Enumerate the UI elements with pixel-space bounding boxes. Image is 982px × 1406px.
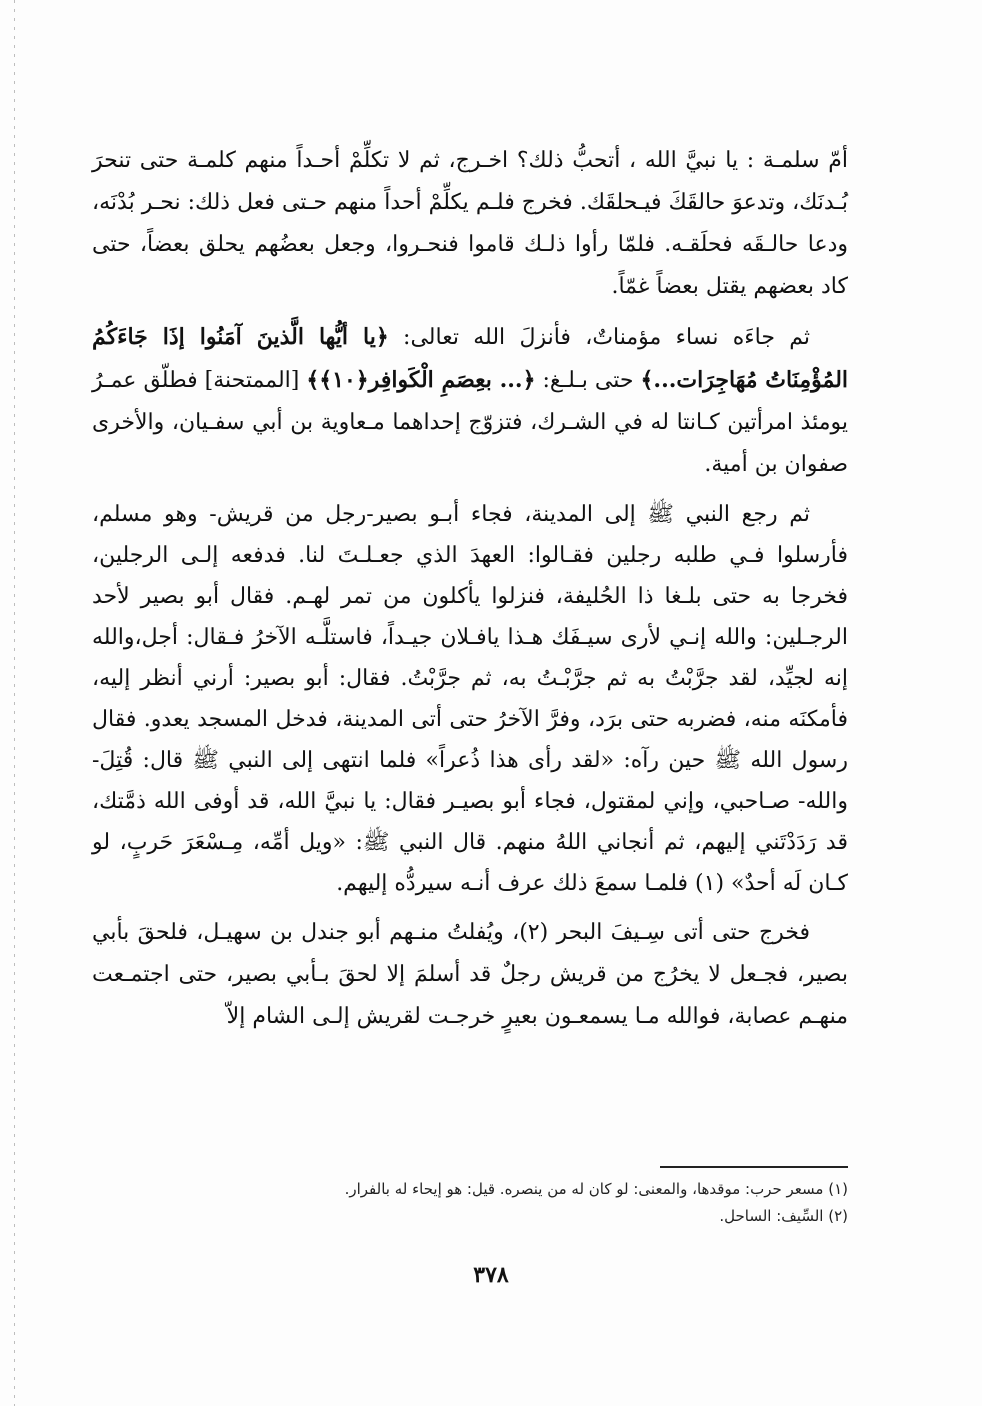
footnote-separator (660, 1166, 848, 1168)
footnote: (٢) السِّيف: الساحل. (719, 1207, 848, 1225)
scan-edge-line (14, 0, 15, 1406)
paragraph: ثم رجع النبي ﷺ إلى المدينة، فجاء أبـو بصير-رجل من قريش- وهو مسلم، فأرسلوا فـي طلبه رجلين فقـالوا: العهدَ الذي جعـلـتَ لنا. فدفعه إلـى الرجلين، فخرجا به حتى بلـغا ذا الحُليفة، فنزلوا يأكلون من تمر لهـم. فقال أبو بصير لأحد الرجـلين: والله إنـي لأرى سيـفَك هـذا يافـلان جيـداً، فاستلَّـه الآخرُ فـقال: أجل،والله إنه لجيِّد، لقد جرَّبْتُ به ثم جرَّبْـتُ به، ثم جرَّبْتُ. فقال: أبو بصير: أرني أنظر إليه، فأمكنَه منه، فضربه حتى برَد، وفرَّ الآخرُ حتى أتى المدينة، فدخل المسجد يعدو. فقال رسول الله ﷺ حين رآه: «لقد رأى هذا ذُعراً» فلما انتهى إلى النبي ﷺ قال: قُتِلَ-والله- صـاحبي، وإني لمقتول، فجاء أبو بصيـر فقال: يا نبيَّ الله، قد أوفى الله ذمَّتك، قد رَدَدْتَني إليهم، ثم أنجاني اللهُ منهم. قال النبي ﷺ: «ويل أمِّه، مِـسْعَرَ حَربٍ، لو كـان لَه أحدٌ» (١) فلمـا سمعَ ذلك عرف أنـه سيردُّه إليهم. (92, 502, 848, 896)
footnote: (١) مسعر حرب: موقدها، والمعنى: لو كان له من ينصره. قيل: هو إيحاء له بالفرار. (344, 1180, 848, 1198)
paragraph: فخرج حتى أتى سِـيفَ البحر (٢)، ويُفلتُ منـهم أبو جندل بن سهيـل، فلحقَ بأبي بصير، فجـعل لا يخرُج من قريش رجلٌ قد أسلمَ إلا لحقَ بـأبي بصير، حتى اجتمـعت منهـم عصابة، فوالله مـا يسمعـون بعيرٍ خرجـت لقريش إلـى الشام إلاّ (92, 920, 848, 1029)
footnotes (200, 1176, 848, 1230)
paragraph: أمّ سلمـة : يا نبيَّ الله ، أتحبُّ ذلك؟ اخـرج، ثم لا تكلِّمْ أحـداً منهم كلمـة حتى تنحرَ بُـدنَك، وتدعوَ حالقَكَ فيـحلقَك. فخرج فلـم يكلِّمْ أحداً منهم حـتى فعل ذلك: نحـر بُدْنَه، ودعا حالـقَه فحلَقـه. فلمّا رأوا ذلـك قاموا فنحـروا، وجعل بعضُهم يحلق بعضاً، حتى كاد بعضهم يقتل بعضاً غمّاً. (92, 148, 848, 299)
quran-verse: ﴿... بعِصَمِ الْكَوافِر﴿١٠﴾﴾ (306, 367, 536, 393)
paragraph-run: [الممتحنة] فطلّق عمـرُ يومئذ امرأتين كـانتا له في الشـرك، فتزوّج إحداهما مـعاوية بن أبي سفـيان، والأخرى صفوان بن أمية. (92, 368, 848, 477)
main-text (92, 140, 848, 1038)
page-number: ٣٧٨ (473, 1262, 509, 1288)
paragraph-quran-verse (92, 316, 848, 486)
paragraph-run: ثم جاءَه نساء مؤمناتٌ، فأنزلَ الله تعالى: (388, 325, 811, 350)
paragraph-run: حتى بـلـغ: (535, 368, 641, 393)
quran-verse: ﴿يا أيُّها الَّذينَ آمَنُوا إذَا جَاءَكُمُ المُؤْمِنَاتُ مُهَاجِرَات...﴾ (92, 324, 849, 393)
